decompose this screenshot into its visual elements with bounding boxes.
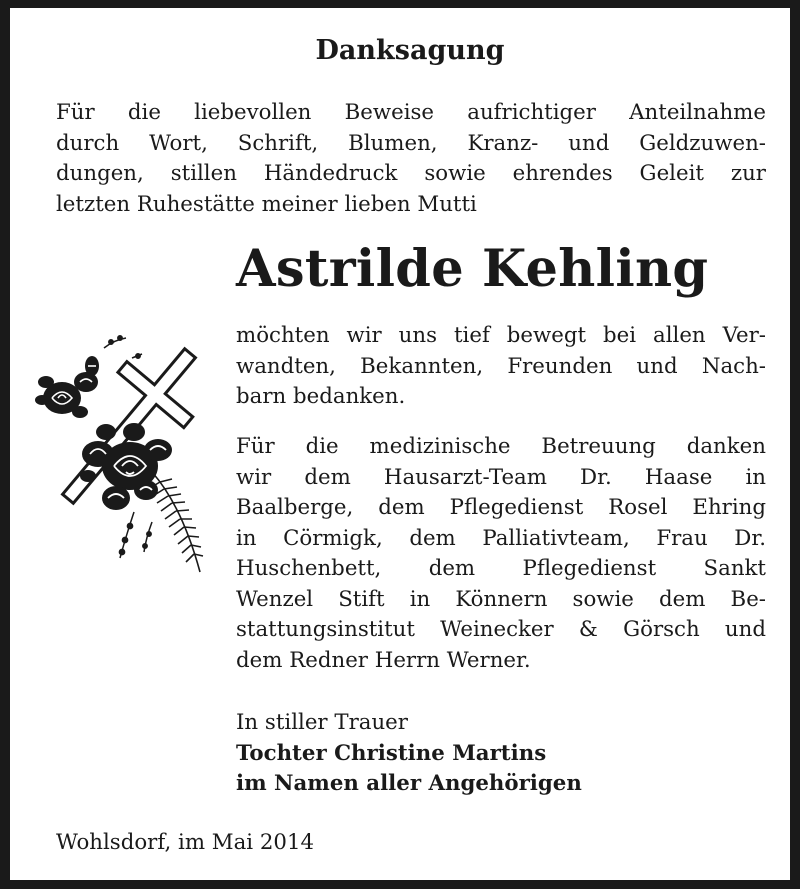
medical-line: Baalberge, dem Pflegedienst Rosel Ehring [236, 495, 766, 520]
thanks-paragraph [236, 321, 766, 413]
intro-paragraph [56, 98, 766, 220]
thanks-line: möchten wir uns tief bewegt bei allen Ver- [236, 323, 766, 348]
place-date: Wohlsdorf, im Mai 2014 [56, 830, 315, 855]
medical-line: Huschenbett, dem Pflegedienst Sankt [236, 556, 766, 581]
medical-line: wir dem Hausarzt-Team Dr. Haase in [236, 464, 766, 490]
medical-line: Wenzel Stift in Könnern sowie dem Be- [236, 586, 766, 612]
signature-closing: In stiller Trauer [236, 710, 408, 735]
signature-on-behalf: im Namen aller Angehörigen [236, 771, 582, 796]
thanks-line: wandten, Bekannten, Freunden und Nach- [236, 353, 766, 379]
deceased-name: Astrilde Kehling [236, 239, 709, 299]
intro-line: dungen, stillen Händedruck sowie ehrendes Geleit zur [56, 161, 766, 186]
medical-line: dem Redner Herrn Werner. [236, 647, 531, 673]
intro-line: durch Wort, Schrift, Blumen, Kranz- und Geldzuwen- [56, 130, 766, 156]
cross-with-roses-icon [34, 326, 214, 578]
notice-title: Danksagung [315, 35, 505, 66]
intro-line: Für die liebevollen Beweise aufrichtiger Anteilnahme [56, 100, 766, 125]
signature-block [236, 708, 766, 800]
medical-line: stattungsinstitut Weinecker & Görsch und [236, 617, 766, 642]
medical-thanks-paragraph [236, 432, 766, 676]
medical-line: Für die medizinische Betreuung danken [236, 434, 766, 459]
intro-line: letzten Ruhestätte meiner lieben Mutti [56, 191, 477, 217]
medical-line: in Cörmigk, dem Palliativteam, Frau Dr. [236, 525, 766, 551]
signature-signer: Tochter Christine Martins [236, 740, 547, 766]
thanks-line: barn bedanken. [236, 384, 406, 409]
